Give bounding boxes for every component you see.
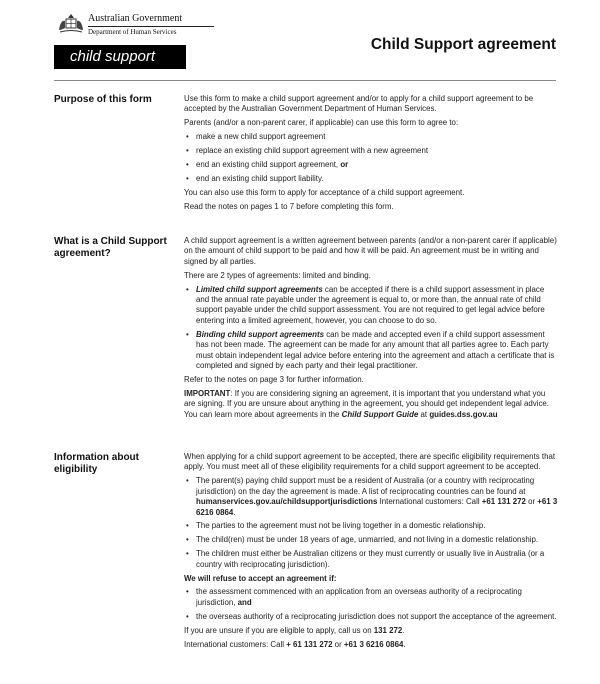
list-item: • The children must either be Australian citizens or they must currently or usually live in Australia (or a country with reciprocating jurisdiction). bbox=[184, 549, 558, 570]
refuse-heading: We will refuse to accept an agreement if: bbox=[184, 573, 337, 583]
paragraph: Parents (and/or a non-parent carer, if applicable) can use this form to agree to: bbox=[184, 118, 459, 128]
bullet-list bbox=[184, 285, 558, 372]
header-divider bbox=[54, 80, 556, 81]
section-body bbox=[184, 236, 558, 424]
paragraph: Read the notes on pages 1 to 7 before completing this form. bbox=[184, 201, 394, 211]
list-item: • The child(ren) must be under 18 years of age, unmarried, and not living in a domestic relationship. bbox=[184, 535, 558, 545]
paragraph: A child support agreement is a written agreement between parents (and/or a non-parent carer if applicable) on the amount of child support to be paid and how it will be paid. An agreement must be in writing and signed by all parties. bbox=[184, 236, 557, 266]
paragraph: Refer to the notes on page 3 for further information. bbox=[184, 374, 364, 384]
bullet-list bbox=[184, 476, 558, 570]
list-item: • end an existing child support agreement, or bbox=[184, 160, 558, 170]
bullet-list bbox=[184, 587, 558, 622]
section-label: Purpose of this form bbox=[54, 94, 152, 105]
logo-divider bbox=[88, 26, 214, 27]
list-item: • Limited child support agreements can be accepted if there is a child support assessment in place and the annual rate payable under the agreement is equal to, or more than, the annual rate of child support payable under the child support assessment. You are not required to get legal advice before entering into a limited agreement, however, you can choose to do so. bbox=[184, 285, 558, 327]
list-item: • the overseas authority of a reciprocating jurisdiction does not support the acceptance of the agreement. bbox=[184, 612, 558, 622]
list-item: • The parent(s) paying child support must be a resident of Australia (or a country with reciprocating jurisdiction) on the day the agreement is made. A list of reciprocating countries can be found at humanservices.gov.au/childsupportjurisdictions International customers: Call +61 131 272 or +61 3 6216 0864. bbox=[184, 476, 558, 518]
section-body bbox=[184, 94, 558, 216]
brand-banner: child support bbox=[54, 45, 186, 69]
list-item: • replace an existing child support agreement with a new agreement bbox=[184, 146, 558, 156]
guide-link[interactable]: guides.dss.gov.au bbox=[429, 409, 498, 419]
section-label: Information about eligibility bbox=[54, 452, 139, 475]
section-body bbox=[184, 452, 558, 654]
list-item: • end an existing child support liability. bbox=[184, 174, 558, 184]
paragraph: There are 2 types of agreements: limited and binding. bbox=[184, 270, 371, 280]
list-item: • make a new child support agreement bbox=[184, 132, 558, 142]
list-item: • Binding child support agreements can be made and accepted even if a child support assessment has not been made. The agreement can be made for any amount that all parties agree to. Each party must obtain independent legal advice before entering into the agreement and attach a certificate that is completed and signed by each party and their legal practitioner. bbox=[184, 330, 558, 372]
department-name: Department of Human Services bbox=[88, 28, 177, 36]
government-name: Australian Government bbox=[88, 13, 183, 24]
document-header bbox=[0, 0, 600, 80]
section-label: What is a Child Support agreement? bbox=[54, 236, 167, 259]
list-item: • The parties to the agreement must not be living together in a domestic relationship. bbox=[184, 521, 558, 531]
coat-of-arms-icon bbox=[56, 12, 86, 36]
paragraph: You can also use this form to apply for acceptance of a child support agreement. bbox=[184, 187, 465, 197]
page-title: Child Support agreement bbox=[370, 36, 556, 53]
paragraph: When applying for a child support agreement to be accepted, there are specific eligibility requirements that apply. You must meet all of these eligibility requirements for a child support agreement to be accepted. bbox=[184, 452, 556, 472]
jurisdictions-link[interactable]: humanservices.gov.au/childsupportjurisdictions bbox=[196, 497, 378, 507]
important-note: IMPORTANT: If you are considering signing an agreement, it is important that you understand what you are signing. If you are unsure about anything in the agreement, you should get independent legal advice. You can learn more about agreements in the Child Support Guide at guides.dss.gov.au bbox=[184, 388, 549, 419]
paragraph: Use this form to make a child support agreement and/or to apply for a child support agreement to be accepted by the Australian Government Department of Human Services. bbox=[184, 94, 534, 114]
paragraph: International customers: Call + 61 131 272 or +61 3 6216 0864. bbox=[184, 639, 406, 649]
list-item: • the assessment commenced with an application from an overseas authority of a reciprocating jurisdiction, and bbox=[184, 587, 558, 608]
bullet-list bbox=[184, 132, 558, 184]
paragraph: If you are unsure if you are eligible to apply, call us on 131 272. bbox=[184, 625, 405, 635]
